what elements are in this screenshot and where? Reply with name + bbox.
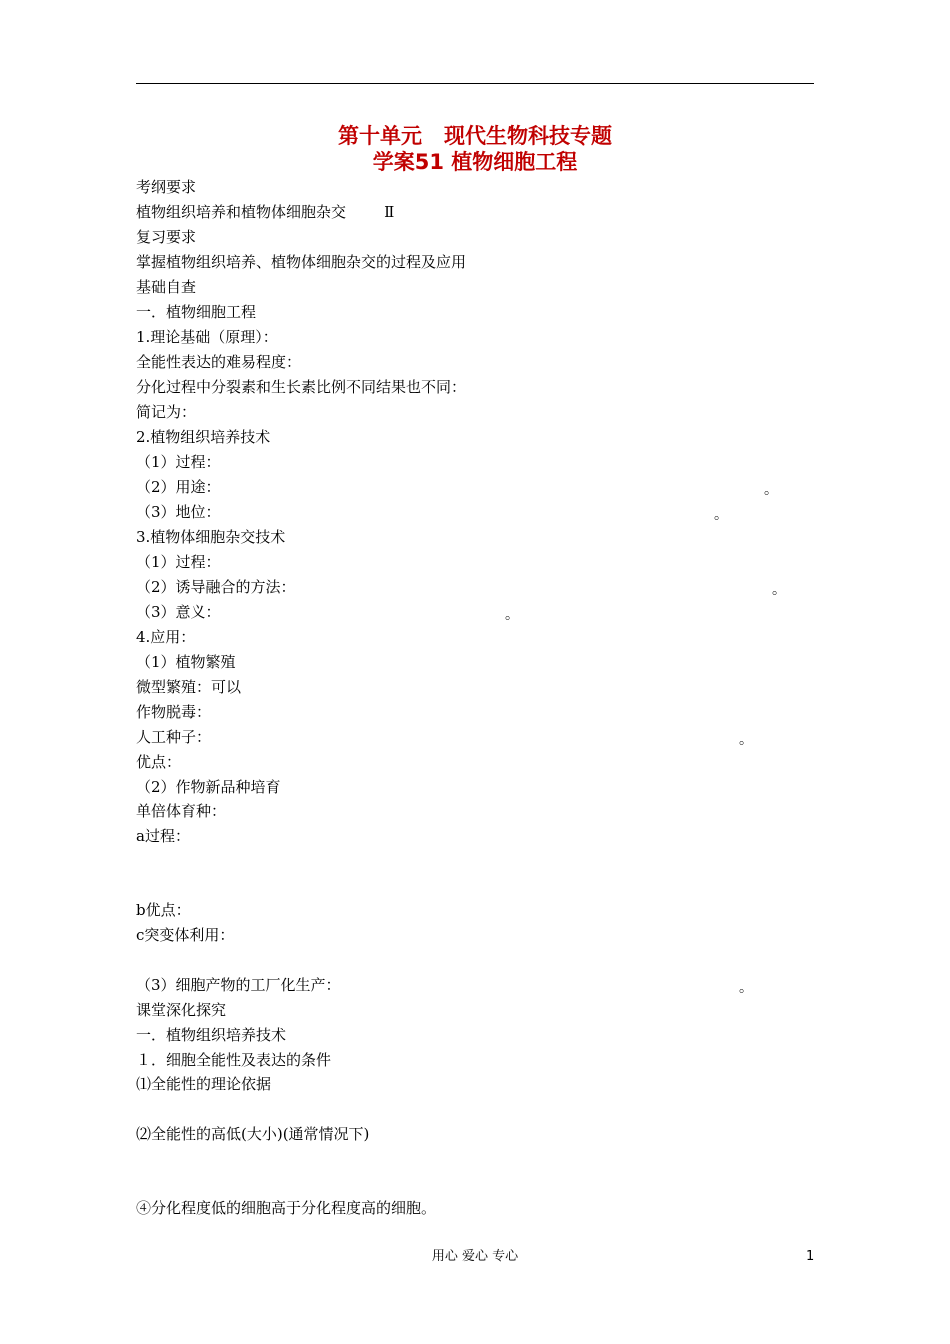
period-mark: 。	[714, 507, 728, 523]
text-line: 3.植物体细胞杂交技术	[136, 528, 286, 546]
text-line: （1）植物繁殖	[136, 653, 236, 671]
text-line: （3）细胞产物的工厂化生产：	[136, 976, 341, 994]
period-mark: 。	[739, 732, 753, 748]
text-line: （1）过程：	[136, 553, 221, 571]
text-line: 优点：	[136, 753, 182, 771]
period-mark: 。	[739, 980, 753, 996]
text-line: ⑴全能性的理论依据	[136, 1075, 272, 1093]
text-line: 复习要求	[136, 228, 197, 246]
period-mark: 。	[772, 582, 786, 598]
text-line: 植物组织培养和植物体细胞杂交 Ⅱ	[136, 203, 395, 221]
period-mark: 。	[764, 482, 778, 498]
text-line: 基础自查	[136, 278, 197, 296]
text-line: （3）意义：	[136, 603, 221, 621]
text-line: 作物脱毒：	[136, 703, 212, 721]
text-line: （2）诱导融合的方法：	[136, 578, 296, 596]
text-line: 1.理论基础（原理）：	[136, 328, 278, 346]
text-line: 掌握植物组织培养、植物体细胞杂交的过程及应用	[136, 253, 467, 271]
text-line: c突变体利用：	[136, 926, 235, 944]
text-line: （3）地位：	[136, 503, 221, 521]
text-line: 分化过程中分裂素和生长素比例不同结果也不同：	[136, 378, 467, 396]
text-line: １．细胞全能性及表达的条件	[136, 1051, 332, 1069]
text-line: b优点：	[136, 901, 191, 919]
text-line: 全能性表达的难易程度：	[136, 353, 302, 371]
text-line: 单倍体育种：	[136, 802, 227, 820]
header-rule	[136, 83, 814, 84]
text-line: 微型繁殖：可以	[136, 678, 242, 696]
text-line: a过程：	[136, 827, 190, 845]
page-number: 1	[806, 1249, 815, 1264]
text-line: 4.应用：	[136, 628, 196, 646]
lesson-title: 学案51 植物细胞工程	[372, 150, 578, 174]
text-line: 课堂深化探究	[136, 1001, 227, 1019]
text-line: ⑵全能性的高低(大小)(通常情况下)	[136, 1125, 370, 1143]
text-line: 简记为：	[136, 403, 197, 421]
text-line: 一．植物组织培养技术	[136, 1026, 287, 1044]
text-line: 考纲要求	[136, 178, 197, 196]
text-line: 人工种子：	[136, 728, 212, 746]
text-line: ④分化程度低的细胞高于分化程度高的细胞。	[136, 1199, 437, 1217]
footer-slogan: 用心 爱心 专心	[431, 1249, 519, 1264]
unit-title: 第十单元 现代生物科技专题	[338, 124, 612, 148]
text-line: （1）过程：	[136, 453, 221, 471]
period-mark: 。	[505, 607, 519, 623]
text-line: （2）作物新品种培育	[136, 778, 281, 796]
text-line: 一．植物细胞工程	[136, 303, 257, 321]
text-line: （2）用途：	[136, 478, 221, 496]
text-line: 2.植物组织培养技术	[136, 428, 271, 446]
